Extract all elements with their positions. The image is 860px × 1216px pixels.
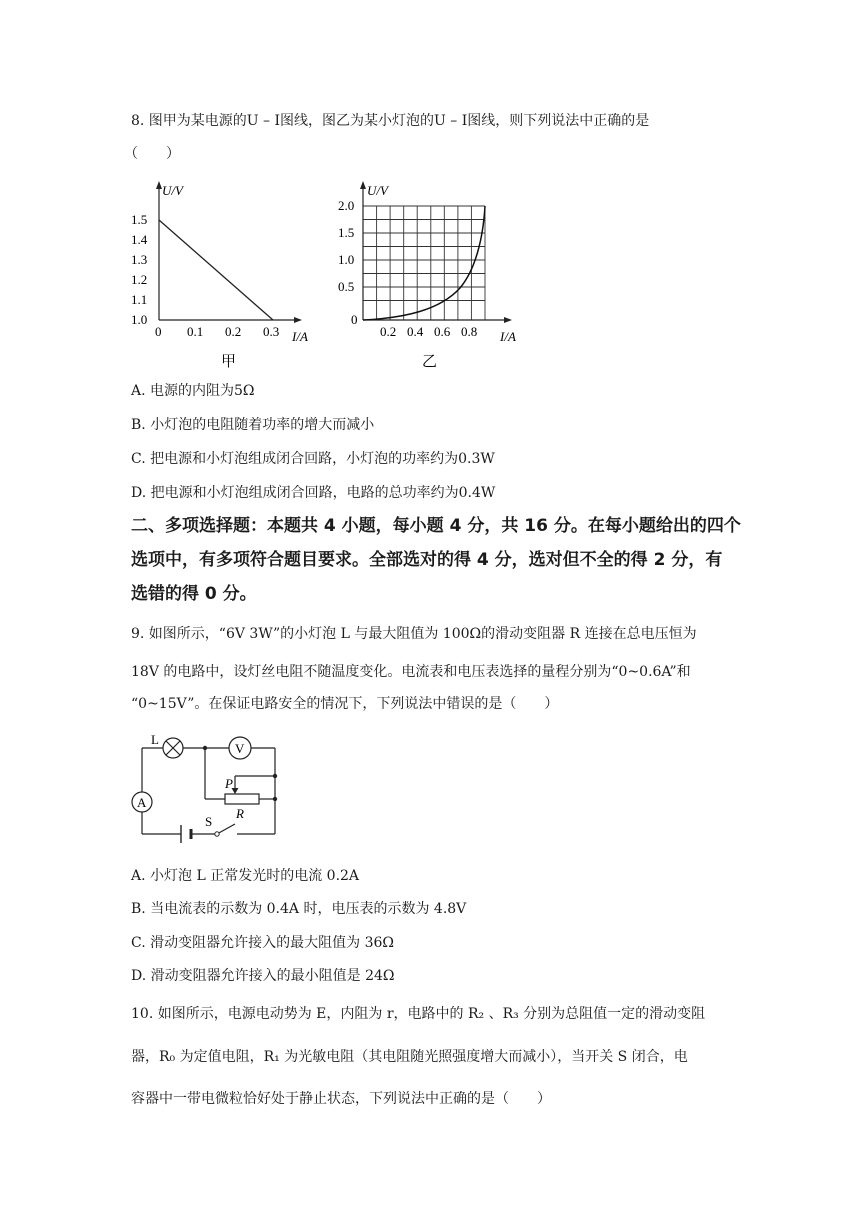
q8-b-ytick: 2.0 xyxy=(338,198,355,213)
q8-b-xtick: 0.4 xyxy=(407,324,424,339)
q8-a-ytick: 1.3 xyxy=(131,252,148,267)
q8-a-ytick: 1.5 xyxy=(131,212,148,227)
q8-b-xlabel: I/A xyxy=(500,329,516,344)
q8-b-caption: 乙 xyxy=(422,354,438,370)
q8-b-xtick: 0.8 xyxy=(461,324,478,339)
q10-stem-line1: 10. 如图所示，电源电动势为 E，内阻为 r，电路中的 R₂ 、R₃ 分别为总阻值一定的滑动变阻 xyxy=(131,1006,706,1022)
switch-icon xyxy=(215,832,219,836)
q8-b-ytick: 1.5 xyxy=(338,225,355,240)
q8-figure-b-graph xyxy=(335,178,540,370)
slider-label: P xyxy=(225,776,233,791)
switch-label: S xyxy=(205,814,213,829)
q8-figure-a-graph xyxy=(125,178,325,370)
q8-b-xtick: 0.2 xyxy=(380,324,397,339)
q8-a-caption: 甲 xyxy=(221,354,237,370)
rheostat-icon xyxy=(225,794,259,804)
q8-option-d: D. 把电源和小灯泡组成闭合回路，电路的总功率约为0.4W xyxy=(131,485,496,501)
q8-stem: 8. 图甲为某电源的U – I图线，图乙为某小灯泡的U – I图线，则下列说法中正确的是 xyxy=(131,113,650,129)
q9-stem-line1: 9. 如图所示，“6V 3W”的小灯泡 L 与最大阻值为 100Ω的滑动变阻器 R 连接在总电压恒为 xyxy=(131,626,697,642)
q8-option-c: C. 把电源和小灯泡组成闭合回路，小灯泡的功率约为0.3W xyxy=(131,451,495,467)
q9-option-b: B. 当电流表的示数为 0.4A 时，电压表的示数为 4.8V xyxy=(131,901,467,917)
q8-a-ytick: 1.0 xyxy=(131,312,148,327)
q8-b-ytick: 0.5 xyxy=(338,279,355,294)
q8-option-a: A. 电源的内阻为5Ω xyxy=(131,383,255,399)
q9-option-d: D. 滑动变阻器允许接入的最小阻值是 24Ω xyxy=(131,968,395,984)
q10-stem-line2: 器，R₀ 为定值电阻，R₁ 为光敏电阻（其电阻随光照强度增大而减小），当开关 S 闭合，电 xyxy=(131,1049,688,1065)
q8-option-b: B. 小灯泡的电阻随着功率的增大而减小 xyxy=(131,417,375,433)
q9-option-c: C. 滑动变阻器允许接入的最大阻值为 36Ω xyxy=(131,935,394,951)
rheostat-label: R xyxy=(236,806,244,821)
q9-stem-line3: “0~15V”。在保证电路安全的情况下，下列说法中错误的是（ ） xyxy=(131,696,559,712)
voltmeter-label: V xyxy=(235,741,245,756)
q8-a-ytick: 1.4 xyxy=(131,232,148,247)
q9-stem-line2: 18V 的电路中，设灯丝电阻不随温度变化。电流表和电压表选择的量程分别为“0~0.6A”和 xyxy=(131,664,691,680)
q9-option-a: A. 小灯泡 L 正常发光时的电流 0.2A xyxy=(131,868,360,884)
q8-a-xtick: 0.1 xyxy=(187,324,204,339)
lamp-label: L xyxy=(151,732,159,747)
q8-b-ytick: 0 xyxy=(351,312,358,327)
q8-a-ylabel: U/V xyxy=(162,183,183,198)
q8-a-xlabel: I/A xyxy=(292,329,308,344)
q8-a-ytick: 1.1 xyxy=(131,292,148,307)
q8-a-xtick: 0.3 xyxy=(263,324,280,339)
ammeter-label: A xyxy=(137,795,147,810)
section2-heading-line1: 二、多项选择题：本题共 4 小题，每小题 4 分，共 16 分。在每小题给出的四个 xyxy=(131,516,741,536)
q8-answer-paren: （ ） xyxy=(124,146,180,162)
q8-a-ytick: 1.2 xyxy=(131,272,148,287)
section2-heading-line3: 选错的得 0 分。 xyxy=(131,584,257,604)
q8-b-xtick: 0.6 xyxy=(434,324,451,339)
q8-a-xtick: 0 xyxy=(155,324,162,339)
q10-stem-line3: 容器中一带电微粒恰好处于静止状态，下列说法中正确的是（ ） xyxy=(131,1091,551,1107)
q8-b-ylabel: U/V xyxy=(367,183,388,198)
q8-a-xtick: 0.2 xyxy=(225,324,242,339)
section2-heading-line2: 选项中，有多项符合题目要求。全部选对的得 4 分，选对但不全的得 2 分，有 xyxy=(131,550,723,570)
q8-b-ytick: 1.0 xyxy=(338,252,355,267)
q9-circuit-diagram xyxy=(125,728,295,848)
